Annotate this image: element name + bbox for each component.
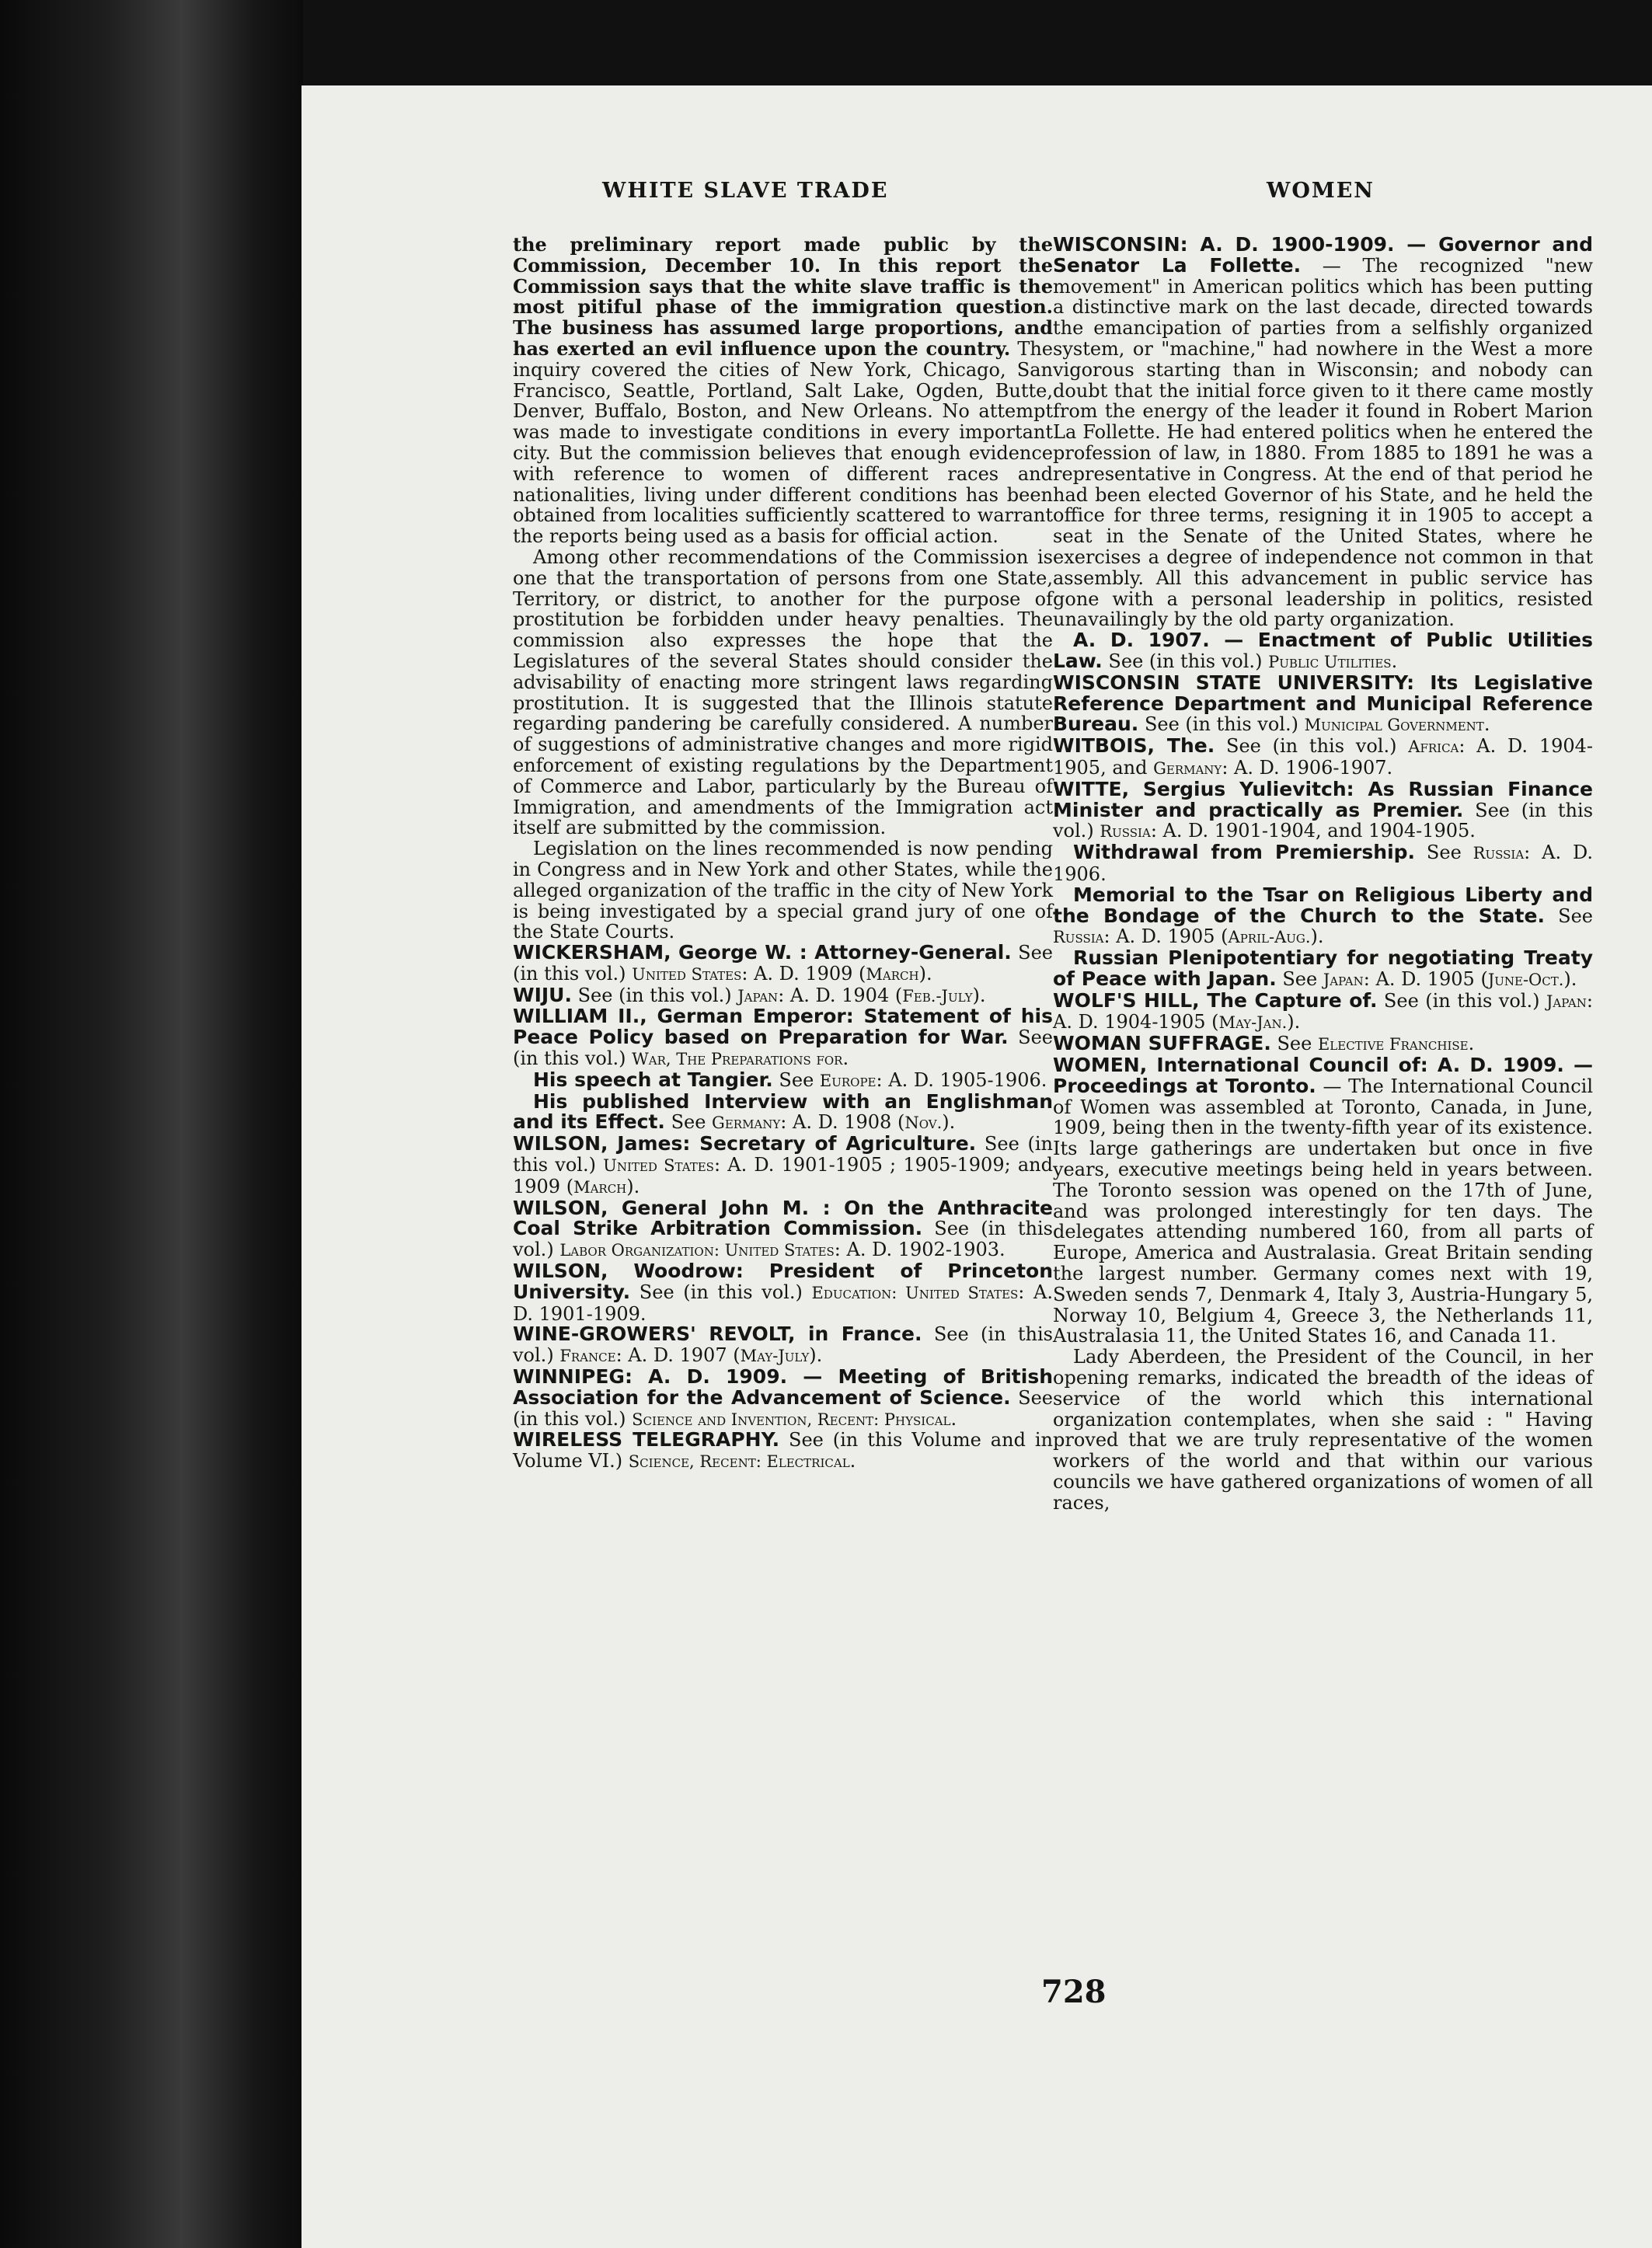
entry-text: . — [1391, 650, 1398, 672]
entry-text: : A. D. 1901-1909. — [513, 1281, 1053, 1325]
entry-heading: WIRELESS TELEGRAPHY. — [513, 1428, 780, 1452]
entry-text: : A. D. 1906-1907. — [1222, 756, 1393, 779]
entry-text: : A. D. 1901-1904, and 1904-1905. — [1150, 820, 1476, 842]
entry-heading: WISCONSIN STATE UNIVERSITY: Its Legislative Reference Department and Municipal Reference Bureau. — [1053, 671, 1593, 736]
entry-text: See (in this vol.) — [630, 1281, 812, 1303]
entry-text: See (in this vol.) — [1102, 650, 1269, 672]
entry-text: See — [1276, 967, 1323, 990]
entry-text: : A. D. 1905 ( — [1363, 967, 1488, 990]
entry-text: : A. D. 1907 ( — [615, 1344, 741, 1367]
cross-reference: Japan — [1546, 992, 1587, 1011]
index-entry — [513, 1430, 1053, 1473]
entry-text: See (in this vol.) — [1377, 989, 1546, 1012]
cross-reference: Nov. — [904, 1114, 943, 1133]
cross-reference: United States — [603, 1156, 714, 1176]
cross-reference: Germany — [712, 1114, 781, 1133]
entry-text: See — [772, 1068, 820, 1091]
running-head-right: WOMEN — [1267, 179, 1375, 203]
entry-text: : A. D. 1904-1905 ( — [1053, 989, 1593, 1033]
entry-text: : A. D. 1902-1903. — [834, 1239, 1005, 1261]
entry-heading: WINNIPEG: A. D. 1909. — Meeting of British Association for the Advancement of Science. — [513, 1365, 1053, 1409]
entry-heading: WOLF'S HILL, The Capture of. — [1053, 988, 1378, 1012]
index-subentry — [1053, 885, 1593, 948]
index-subentry — [513, 1089, 1053, 1134]
index-entry — [1053, 736, 1593, 779]
index-entry — [1053, 988, 1593, 1034]
entry-text: See — [1415, 842, 1473, 864]
entry-heading: WIJU. — [513, 983, 572, 1006]
cross-reference: Feb.-July — [902, 986, 973, 1006]
entry-text: : A. D. 1905-1906. — [876, 1068, 1047, 1091]
right-column — [1053, 235, 1593, 1514]
entry-text: See (in this Volume and in Volume VI.) — [513, 1429, 1053, 1473]
index-entry — [1053, 1033, 1593, 1055]
entry-text: . — [950, 1407, 957, 1430]
entry-heading: WINE-GROWERS' REVOLT, in France. — [513, 1323, 922, 1346]
entry-text: See (in this vol.) — [1215, 735, 1409, 758]
entry-heading: WITTE, Sergius Yulievitch: As Russian Finance Minister and practically as Premier. — [1053, 777, 1593, 821]
entry-text: The inquiry covered the cities of New York, Chicago, San Francisco, Seattle, Portland, Salt Lake, Ogden, Butte, Denver, Buffalo, Boston, and New Orleans. No attempt was made to investigate conditions in every important city. But the commission believes that enough evidence with reference to women of different races and nationalities, living under different conditions has been obtained from localities sufficiently scattered to warrant the reports being used as a basis for official action. — [513, 337, 1054, 548]
entry-text: : A. D. 1905 ( — [1103, 925, 1229, 948]
index-entry — [513, 943, 1053, 985]
text-paragraph — [513, 235, 1053, 547]
entry-heading: WILSON, General John M. : On the Anthracite Coal Strike Arbitration Commission. — [513, 1196, 1053, 1240]
entry-text: ). — [626, 1175, 640, 1197]
cross-reference: Africa — [1408, 737, 1459, 757]
text-paragraph — [513, 838, 1053, 943]
entry-text: See — [1270, 1033, 1318, 1055]
entry-text: ). — [972, 984, 986, 1006]
entry-text: See (in this vol.) — [1138, 713, 1305, 736]
cross-reference: May-Jan. — [1218, 1013, 1288, 1033]
entry-heading: WISCONSIN: A. D. 1900-1909. — Governor and Senator La Follette. — [1053, 233, 1593, 277]
cross-reference: March — [573, 1177, 627, 1197]
entry-text: Legislation on the lines recommended is now pending in Congress and in New York and other States, while the alleged organization of the traffic in the city of New York is being investigated by a special grand jury of one of the State Courts. — [513, 838, 1053, 943]
entry-heading: WOMAN SUFFRAGE. — [1053, 1032, 1271, 1055]
cross-reference: Elective Franchise — [1317, 1035, 1469, 1054]
entry-text: See (in this vol.) — [513, 1218, 1053, 1261]
entry-text: : A. D. 1909 ( — [741, 962, 866, 985]
cross-reference: France — [559, 1347, 616, 1366]
entry-text: ). — [1287, 1011, 1301, 1033]
entry-text: ). — [918, 962, 932, 985]
entry-heading: WICKERSHAM, George W. : Attorney-General. — [513, 941, 1012, 964]
entry-text: ). — [1563, 967, 1577, 990]
index-subentry — [1053, 948, 1593, 991]
entry-text: . — [1468, 1033, 1475, 1055]
cross-reference: Municipal Government — [1304, 716, 1484, 735]
entry-heading: A. D. 1907. — Enactment of Public Utilities Law. — [1053, 629, 1593, 672]
cross-reference: Education: United States — [811, 1283, 1019, 1302]
entry-text: — The recognized "new movement" in American politics which has been putting a distinctive mark on the last decade, directed towards the emancipation of parties from a selfishly organized system, or "machine," had nowhere in the West a more vigorous starting than in Wisconsin; and nobody can doubt that the initial force given to it there came mostly from the energy of the leader it found in Robert Marion La Follette. He had entered politics when he entered the profession of law, in 1880. From 1885 to 1891 he was a representative in Congress. At the end of that period he had been elected Governor of his State, and he held the office for three terms, resigning it in 1905 to accept a seat in the Senate of the United States, where he exercises a degree of independence not common in that assembly. All this advancement in public service has gone with a personal leadership in politics, resisted unavailingly by the old party organization. — [1053, 254, 1594, 631]
entry-text: See (in this vol.) — [571, 984, 738, 1006]
index-entry — [1053, 1055, 1593, 1347]
entry-heading: WITBOIS, The. — [1053, 734, 1215, 758]
entry-text: See (in this vol.) — [513, 1386, 1053, 1430]
cross-reference: Labor Organization: United States — [559, 1241, 835, 1260]
entry-text: — The International Council of Women was assembled at Toronto, Canada, in June, 1909, being then in the twenty-fifth year of its existence. Its large gatherings are undertaken but once in five years, executive meetings being held in years between. The Toronto session was opened on the 17th of June, and was prolonged interestingly for ten days. The delegates attending numbered 160, from all parts of Europe, America and Australasia. Great Britain sending the largest number. Germany comes next with 19, Sweden sends 7, Denmark 4, Italy 3, Austria-Hungary 5, Norway 10, Belgium 4, Greece 3, the Netherlands 11, Australasia 11, the United States 16, and Canada 11. — [1053, 1075, 1593, 1347]
text-paragraph — [513, 547, 1053, 838]
index-entry — [513, 1134, 1053, 1197]
index-subentry — [513, 1070, 1053, 1092]
index-entry — [513, 1198, 1053, 1261]
entry-text: See (in this vol.) — [1053, 799, 1594, 842]
cross-reference: May-July — [740, 1347, 810, 1366]
entry-text: : A. D. 1904 ( — [778, 984, 903, 1006]
cross-reference: Science and Invention, Recent: Physical — [632, 1410, 951, 1429]
index-entry — [513, 985, 1053, 1007]
entry-heading: WOMEN, International Council of: A. D. 1909. — Proceedings at Toronto. — [1053, 1054, 1593, 1097]
cross-reference: Japan — [737, 986, 779, 1006]
cross-reference: Russia — [1053, 928, 1104, 947]
entry-text: See (in this vol.) — [513, 1133, 1053, 1176]
entry-text: . — [1483, 713, 1490, 736]
entry-heading: Withdrawal from Premiership. — [1073, 841, 1416, 864]
entry-heading: Russian Plenipotentiary for negotiating Treaty of Peace with Japan. — [1053, 946, 1593, 990]
index-entry — [513, 1261, 1053, 1324]
cross-reference: Russia — [1100, 822, 1151, 842]
entry-text: See — [1544, 904, 1593, 927]
entry-text: Lady Aberdeen, the President of the Council, in her opening remarks, indicated the breadth of the ideas of service of the world which this international organization contemplates, when she said : " Having proved that we are truly representative of the women workers of the world and that within our various councils we have gathered organizations of women of all races, — [1053, 1346, 1593, 1514]
cross-reference: Europe — [819, 1071, 877, 1090]
left-column — [513, 235, 1053, 1473]
film-edge — [0, 0, 303, 2248]
entry-text: ). — [1310, 925, 1324, 948]
entry-text: the preliminary report made public by the Commission, December 10. In this report the Commission says that the white slave traffic is the most pitiful phase of the immigration question. The business has assumed large proportions, and has exerted an evil influence upon the country. — [513, 233, 1053, 360]
entry-text: ). — [809, 1344, 823, 1367]
index-entry — [1053, 673, 1593, 736]
cross-reference: April-Aug. — [1228, 928, 1311, 947]
cross-reference: March — [866, 964, 919, 984]
entry-text: . — [849, 1450, 856, 1473]
entry-text: . — [842, 1047, 849, 1070]
index-entry — [1053, 235, 1593, 630]
index-entry — [513, 1006, 1053, 1069]
cross-reference: Russia — [1473, 844, 1525, 863]
index-entry — [1053, 779, 1593, 842]
running-head-left: WHITE SLAVE TRADE — [602, 179, 889, 203]
cross-reference: Public Utilities — [1268, 652, 1392, 671]
cross-reference: June-Oct. — [1487, 970, 1564, 989]
entry-heading: WILSON, Woodrow: President of Princeton University. — [513, 1260, 1053, 1303]
page-number: 728 — [1041, 1974, 1107, 2010]
entry-text: : A. D. 1908 ( — [780, 1111, 905, 1134]
cross-reference: War, The Preparations for — [632, 1050, 843, 1069]
cross-reference: United States — [632, 964, 742, 984]
entry-heading: WILSON, James: Secretary of Agriculture. — [513, 1132, 977, 1155]
index-entry — [513, 1324, 1053, 1367]
cross-reference: Germany — [1153, 758, 1222, 778]
index-subentry — [1053, 842, 1593, 885]
entry-text: : A. D. 1906. — [1053, 842, 1593, 885]
entry-text: : A. D. 1904-1905, and — [1053, 735, 1594, 779]
entry-text: : A. D. 1901-1905 ; 1905-1909; and 1909 ( — [513, 1154, 1054, 1197]
index-subentry — [1053, 630, 1593, 673]
entry-text: See — [664, 1111, 713, 1134]
entry-text: See (in this vol.) — [513, 1323, 1053, 1367]
entry-text: ). — [942, 1111, 956, 1134]
entry-text: See (in this vol.) — [513, 942, 1053, 985]
entry-text: See (in this vol.) — [513, 1026, 1053, 1070]
cross-reference: Japan — [1323, 970, 1364, 989]
entry-heading: WILLIAM II., German Emperor: Statement of his Peace Policy based on Preparation for War. — [513, 1005, 1053, 1049]
cross-reference: Science, Recent: Electrical — [628, 1452, 850, 1472]
text-paragraph — [1053, 1347, 1593, 1513]
index-entry — [513, 1367, 1053, 1430]
entry-heading: His speech at Tangier. — [533, 1068, 773, 1091]
entry-heading: Memorial to the Tsar on Religious Liberty and the Bondage of the Church to the State. — [1053, 883, 1593, 927]
entry-heading: His published Interview with an Englishman and its Effect. — [513, 1089, 1053, 1134]
entry-text: Among other recommendations of the Commission is one that the transportation of persons from one State, Territory, or district, to another for the purpose of prostitution be forbidden under heavy penalties. The commission also expresses the hope that the Legislatures of the several States should consider the advisability of enacting more stringent laws regarding prostitution. It is suggested that the Illinois statute regarding pandering be carefully considered. A number of suggestions of administrative changes and more rigid enforcement of existing regulations by the Department of Commerce and Labor, particularly by the Bureau of Immigration, and amendments of the Immigration act itself are submitted by the commission. — [513, 545, 1053, 839]
